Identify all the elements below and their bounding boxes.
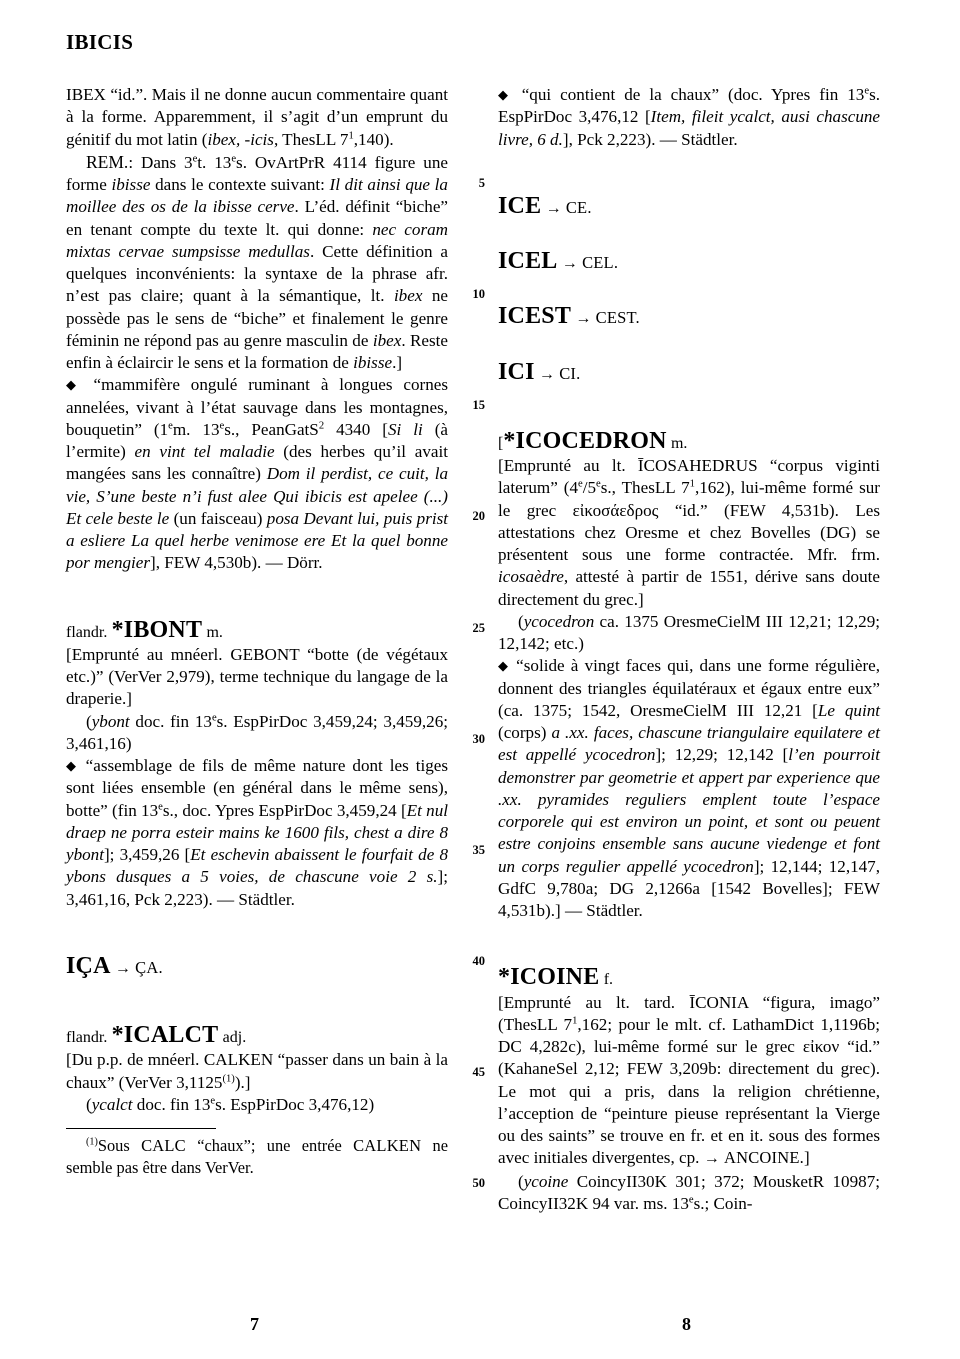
ibex-body-1: IBEX “id.”. Mais il ne donne aucun commentaire quant à la forme. Apparemment, il s’agit d’un emprunt du génitif du mot latin ( bbox=[66, 85, 448, 149]
icest-headword-line bbox=[498, 305, 880, 330]
rem-sup-a: e bbox=[192, 153, 198, 165]
icocedron-forms bbox=[498, 611, 880, 656]
ibex-rem-paragraph bbox=[66, 151, 448, 375]
icocedron-forms-open: ( bbox=[518, 611, 524, 631]
ibex-quote-2: en vint tel maladie bbox=[134, 442, 275, 461]
ibont-forms-sup: e bbox=[211, 711, 217, 723]
rem-text-g: ne possède pas le sens de “biche” et finalement le genre féminin ne répond pas au genre masculin de bbox=[66, 286, 448, 350]
ibex-sense-paragraph bbox=[66, 374, 448, 574]
footnote-text-a: Sous bbox=[97, 1136, 142, 1155]
line-number: 25 bbox=[472, 621, 485, 635]
lozenge-icon: ◆ bbox=[498, 658, 510, 674]
rem-text-f: . Cette définition a quelques inconvénients: la syntaxe de la phrase afr. n’est pas claire; quant à la sémantique, lt. bbox=[66, 241, 449, 306]
ici-headword: ICI bbox=[498, 358, 535, 385]
ici-headword-line bbox=[498, 358, 880, 386]
ibont-cite-c: ]; 3,461,16, Pck 2,223). — Städtler. bbox=[66, 867, 448, 909]
ice-headword: ICE bbox=[498, 192, 542, 219]
rem-italic-c: nec coram mixtas cervae sumpsisse medullas bbox=[66, 219, 448, 261]
icoine-forms-open: ( bbox=[518, 1171, 524, 1191]
lozenge-icon: ◆ bbox=[498, 87, 513, 102]
icocedron-etym-sup-2: e bbox=[596, 478, 601, 490]
ica-headword: IÇA bbox=[66, 952, 111, 979]
line-number: 35 bbox=[472, 843, 485, 857]
icocedron-pos: m. bbox=[670, 434, 688, 452]
icalct-sense-quote-1: Item, fileit ycalct, ausi chascune livre, 6 d. bbox=[498, 107, 880, 149]
icalct-headword-line bbox=[66, 1024, 448, 1049]
icalct-lang-tag: flandr. bbox=[66, 1029, 108, 1046]
ica-cross-ref: ÇA. bbox=[135, 957, 163, 977]
icocedron-etym-b: /5 bbox=[582, 478, 597, 498]
footnote-text-b: “chaux”; une entrée bbox=[185, 1136, 354, 1155]
rem-italic-a: ibisse bbox=[111, 175, 151, 194]
article-gap bbox=[498, 275, 880, 305]
icoine-etym-b: ,162; pour le mlt. cf. LathamDict 1,1196b; DC 4,282c), lui-même formé sur le grec bbox=[498, 1014, 880, 1056]
icocedron-quote-3: l’en pourroit demonstrer par geometrie et appert par experience que .xx. pyramides reguliers emplent toute l’espace corporele qui est environ un point, et sont ou peuent estre conjoins ensemble sans aucune viedenge et font un corps regulier appellé ycocedron bbox=[498, 745, 880, 876]
icocedron-etym-c: s., ThesLL 7 bbox=[600, 478, 690, 498]
left-column bbox=[66, 84, 448, 1178]
icalct-sense-paragraph bbox=[498, 84, 880, 151]
icocedron-greek: εἰκοσάεδρος bbox=[572, 500, 659, 520]
icalct-forms-b: s. EspPirDoc 3,476,12) bbox=[215, 1094, 375, 1114]
article-gap bbox=[498, 922, 880, 966]
arrow-icon: → bbox=[538, 365, 555, 383]
icoine-forms-b: s.; Coin- bbox=[693, 1193, 753, 1213]
line-number: 20 bbox=[472, 509, 485, 523]
ibont-form-italic: ybont bbox=[91, 711, 130, 731]
icocedron-headword: *ICOCEDRON bbox=[503, 427, 667, 454]
ibex-quote-3: Dom il perdist, ce cuit, la vie, S’une beste n’i fust alee Qui ibicis est apelee (...) Et cele beste le bbox=[66, 464, 448, 528]
ibex-quote-1: Si li bbox=[387, 419, 423, 439]
icel-headword: ICEL bbox=[498, 248, 558, 274]
article-gap bbox=[498, 331, 880, 361]
ibont-cite-a: s., doc. Ypres EspPirDoc 3,459,24 [ bbox=[162, 800, 407, 820]
icest-headword: ICEST bbox=[498, 303, 572, 330]
icoine-cross-ref: ANCOINE. bbox=[723, 1148, 804, 1168]
icoine-forms-a: CoincyII30K 301; 372; MousketR 10987; CoincyII32K 94 var. ms. 13 bbox=[498, 1171, 880, 1213]
icalct-sense-sup-1: e bbox=[864, 85, 870, 97]
footnote-marker: (1) bbox=[86, 1136, 98, 1148]
icocedron-etym-e: “id.” (FEW 4,531b). Les attestations chez Oresme et chez Bovelles (DG) se présentent sous une forme contractée. Mfr. frm. bbox=[498, 500, 880, 564]
lozenge-icon: ◆ bbox=[66, 377, 83, 393]
ibex-sense-sup-2: e bbox=[219, 420, 225, 432]
ibex-cite-d: ], FEW 4,530b). — Dörr. bbox=[150, 553, 323, 573]
ibont-pos: m. bbox=[206, 623, 223, 641]
running-head: IBICIS bbox=[66, 30, 134, 54]
ibont-headword-line bbox=[66, 616, 448, 644]
article-gap bbox=[498, 220, 880, 250]
ici-cross-ref: CI. bbox=[559, 363, 581, 383]
icocedron-headword-line bbox=[498, 427, 880, 455]
icoine-etym-c: “id.” (KahaneSel 2,12; FEW 3,209b: directement du grec). Le mot qui a pris, dans la religion chrétienne, l’acception de “peinture pieuse représentant la Vierge ou des saints” se trouve en fr. et en it. sous des formes avec initiales divergentes, cp. bbox=[498, 1037, 880, 1168]
ibex-sense-cite-b: s., PeanGatS bbox=[224, 419, 319, 439]
icocedron-etym-f: , attesté à partir de 1551, dérive sans doute directement du grec.] bbox=[498, 567, 880, 609]
rem-text-i: .] bbox=[392, 353, 403, 372]
ibex-sense-gloss: “mammifère ongulé ruminant à longues cornes annelées, vivant à l’état sauvage dans les montagnes, bouquetin” (1 bbox=[66, 375, 448, 439]
rem-text-b: t. 13 bbox=[197, 152, 232, 172]
ibex-body-1-sup: 1 bbox=[348, 129, 354, 141]
right-column bbox=[498, 84, 880, 1215]
icocedron-bracket: [ bbox=[498, 434, 504, 452]
footnote bbox=[66, 1135, 448, 1178]
line-number: 30 bbox=[472, 732, 485, 746]
line-number: 5 bbox=[478, 176, 485, 190]
rem-italic-f: ibisse bbox=[353, 353, 393, 372]
icalct-sense-cite-b: ], Pck 2,223). — Städtler. bbox=[562, 129, 738, 149]
icalct-etym-sup: (1) bbox=[222, 1072, 235, 1084]
article-gap bbox=[66, 911, 448, 955]
icoine-etym-sup: 1 bbox=[572, 1015, 578, 1027]
arrow-icon: → bbox=[575, 310, 592, 328]
icalct-forms-a: doc. fin 13 bbox=[132, 1094, 211, 1114]
rem-text-e: . L’éd. définit “biche” en tenant compte du texte lt. qui donne: bbox=[66, 197, 448, 239]
icel-headword-line bbox=[498, 250, 880, 275]
icalct-form-italic: ycalct bbox=[91, 1094, 133, 1114]
rem-label: REM. bbox=[86, 151, 129, 172]
line-number: 10 bbox=[472, 287, 485, 301]
article-gap bbox=[66, 980, 448, 1024]
icalct-etym-a: [Du p.p. de mnéerl. CALKEN “passer dans un bain à la chaux” (VerVer 3,1125 bbox=[66, 1050, 448, 1092]
rem-text-d: dans le contexte suivant: bbox=[150, 175, 330, 194]
icoine-headword: *ICOINE bbox=[498, 964, 600, 991]
icest-cross-ref: CEST. bbox=[595, 308, 640, 328]
line-number: 45 bbox=[472, 1065, 485, 1079]
icalct-forms bbox=[66, 1094, 448, 1116]
icocedron-quote-1: Le quint bbox=[817, 700, 880, 720]
ibex-body-1-italic: ibex, -icis bbox=[207, 129, 274, 149]
line-number: 50 bbox=[472, 1176, 485, 1190]
icocedron-etym-sup-1: e bbox=[578, 478, 583, 490]
arrow-icon: → bbox=[545, 199, 562, 217]
icocedron-cite-b: ]; 12,144; 12,147, GdfC 9,780a; DG 2,1266a [1542 Bovelles]; FEW 4,531b).] — Städtler. bbox=[498, 856, 881, 920]
arrow-icon: → bbox=[561, 255, 578, 272]
ibex-body-1-tail: , ThesLL 7 bbox=[273, 129, 349, 149]
ibont-quote-1: Et nul draep ne porra esteir mains ke 1600 fils, chest a dire 8 ybont bbox=[66, 800, 448, 864]
ibont-gloss: “assemblage de fils de même nature dont les tiges sont liées ensemble (en général dans le même sens), botte” (fin 13 bbox=[66, 756, 448, 820]
ibex-quote-gloss-2: (des herbes qu’il avait mangées sans les connaître) bbox=[66, 442, 448, 484]
line-number: 15 bbox=[472, 398, 485, 412]
ibont-headword: *IBONT bbox=[111, 616, 203, 643]
rem-text-h: . Reste enfin à éclaircir le sens et la formation de bbox=[66, 330, 448, 372]
rem-italic-e: ibex bbox=[372, 330, 402, 350]
footnote-text-c: ne semble pas être dans VerVer. bbox=[66, 1136, 449, 1177]
ibex-sense-sup-3: 2 bbox=[318, 420, 325, 432]
folio-right: 8 bbox=[682, 1314, 691, 1334]
lozenge-icon: ◆ bbox=[66, 758, 79, 773]
ibont-forms-b: s. EspPirDoc 3,459,24; 3,459,26; 3,461,16) bbox=[66, 711, 448, 753]
ica-headword-line bbox=[66, 952, 448, 980]
ibont-forms-a: doc. fin 13 bbox=[129, 711, 212, 731]
ibont-quote-2: Et eschevin abaissent le fourfait de 8 ybons dusques a 5 voies, de chascune voie 2 s. bbox=[66, 845, 448, 887]
icocedron-quote-2: a .xx. faces, chascune triangulaire equilatere et est appellé ycocedron bbox=[498, 723, 880, 765]
icoine-form-italic: ycoine bbox=[523, 1171, 569, 1191]
icalct-forms-open: ( bbox=[86, 1094, 92, 1114]
footnote-sc-2: CALKEN bbox=[353, 1136, 422, 1155]
icocedron-etym-sup-3: 1 bbox=[689, 478, 695, 490]
ibex-sense-sup-1: e bbox=[168, 420, 173, 432]
icoine-greek: εἰκον bbox=[802, 1037, 840, 1056]
ice-cross-ref: CE. bbox=[565, 197, 592, 217]
icoine-forms bbox=[498, 1171, 880, 1216]
rem-sup-b: e bbox=[231, 153, 237, 165]
ibex-quote-gloss-1: (à l’ermite) bbox=[66, 419, 448, 461]
icoine-etymology bbox=[498, 992, 880, 1171]
rem-text-a: : Dans 3 bbox=[128, 152, 193, 172]
rem-italic-b: Il dit ainsi que la moillee des os de la ibisse cerve bbox=[66, 175, 448, 217]
ibont-lang-tag: flandr. bbox=[66, 623, 108, 641]
icalct-pos: adj. bbox=[222, 1029, 247, 1046]
icalct-forms-sup: e bbox=[210, 1095, 216, 1107]
ibex-sense-cite-c: 4340 [ bbox=[324, 419, 388, 439]
icalct-sense-gloss: “qui contient de la chaux” (doc. Ypres fin 13 bbox=[521, 85, 865, 104]
footnote-rule bbox=[66, 1128, 216, 1129]
icocedron-forms-a: ca. 1375 OresmeCielM III 12,21; 12,29; 12,142; etc.) bbox=[498, 611, 880, 653]
ibex-sense-cite-a: m. 13 bbox=[172, 419, 220, 439]
icocedron-cite-a: ]; 12,29; 12,142 [ bbox=[655, 745, 789, 765]
ibex-body-1-end: ,140). bbox=[353, 129, 394, 149]
article-gap bbox=[498, 151, 880, 195]
ibex-quote-4: posa Devant lui, puis prist a esliere La quel herbe venimose ere Et la quel bonne por mengier bbox=[66, 508, 448, 573]
ibont-sense-paragraph bbox=[66, 755, 448, 911]
icocedron-etym-a: [Emprunté au lt. ĪCOSAHEDRUS “corpus viginti laterum” (4 bbox=[498, 456, 880, 498]
icalct-etym-b: ).] bbox=[234, 1072, 251, 1092]
icocedron-form-italic: ycocedron bbox=[523, 611, 595, 631]
ibont-etymology: [Emprunté au mnéerl. GEBONT “botte (de végétaux etc.)” (VerVer 2,979), terme technique du langage de la draperie.] bbox=[66, 644, 448, 709]
ice-headword-line bbox=[498, 192, 880, 220]
ibont-forms-open: ( bbox=[86, 711, 92, 731]
icel-cross-ref: CEL. bbox=[582, 253, 619, 272]
icalct-sense-cite-a: s. EspPirDoc 3,476,12 [ bbox=[498, 85, 880, 127]
arrow-icon: → bbox=[114, 959, 131, 977]
icoine-headword-line bbox=[498, 966, 880, 991]
icocedron-sense-paragraph bbox=[498, 655, 880, 922]
rem-text-c: s. OvArtPrR 4114 figure une forme bbox=[66, 152, 448, 194]
ibont-sup-1: e bbox=[158, 800, 163, 812]
icalct-headword: *ICALCT bbox=[111, 1022, 219, 1048]
ibont-forms bbox=[66, 711, 448, 756]
icoine-etym-a: [Emprunté au lt. tard. ĪCONIA “figura, imago” (ThesLL 7 bbox=[498, 992, 880, 1034]
icoine-forms-sup: e bbox=[688, 1194, 694, 1206]
icocedron-gloss: “solide à vingt faces qui, dans une forme régulière, donnent des triangles équilatéraux et égaux entre eux” (ca. 1375; 1542, OresmeCielM III 12,21 [ bbox=[498, 656, 880, 720]
icocedron-etym-italic: icosaèdre bbox=[498, 567, 564, 587]
article-gap bbox=[66, 575, 448, 619]
icocedron-etym-d: ,162), lui-même formé sur le grec bbox=[498, 478, 880, 520]
arrow-icon: → bbox=[703, 1150, 720, 1168]
footnote-sc-1: CALC bbox=[141, 1136, 186, 1155]
line-number: 40 bbox=[472, 954, 485, 968]
ibex-quote-gloss-3: (un faisceau) bbox=[169, 508, 267, 528]
icoine-etym-d: ] bbox=[803, 1148, 810, 1168]
icocedron-quote-gloss-1: (corps) bbox=[498, 723, 552, 742]
folio-left: 7 bbox=[250, 1314, 259, 1334]
icocedron-etymology bbox=[498, 455, 880, 611]
icalct-etymology bbox=[66, 1049, 448, 1094]
article-gap bbox=[498, 386, 880, 430]
ibex-continuation-paragraph bbox=[66, 84, 448, 151]
ibont-cite-b: ]; 3,459,26 [ bbox=[103, 845, 191, 864]
rem-italic-d: ibex bbox=[393, 286, 423, 306]
icoine-pos: f. bbox=[603, 971, 614, 989]
